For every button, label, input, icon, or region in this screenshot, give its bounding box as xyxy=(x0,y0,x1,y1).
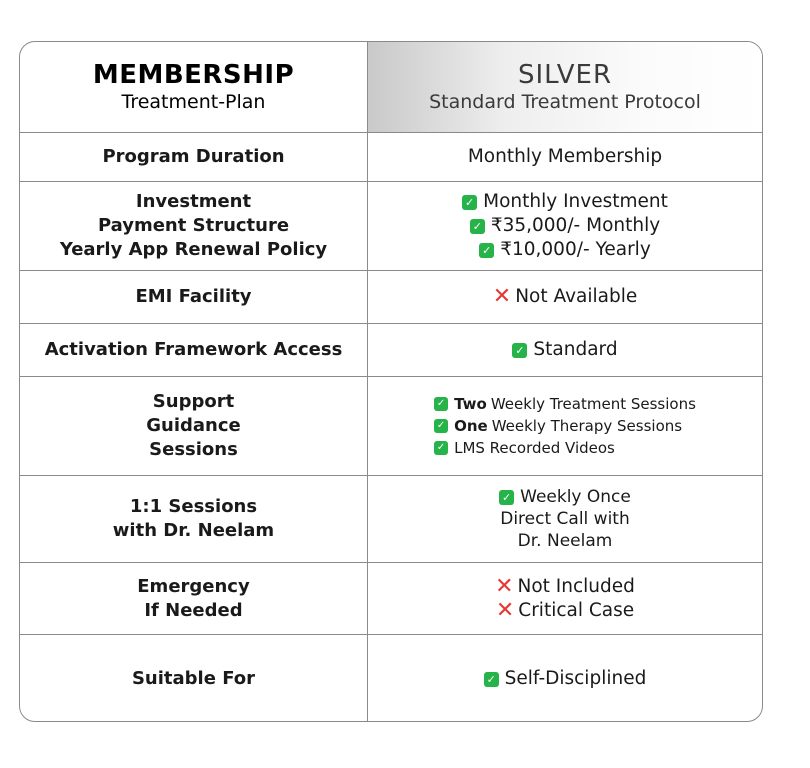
support-label: Support xyxy=(152,391,235,412)
guidance-label: Guidance xyxy=(146,415,241,436)
emergency-value-cell xyxy=(368,563,762,634)
if-needed-label: If Needed xyxy=(144,599,243,621)
sessions-label: Sessions xyxy=(149,439,238,460)
header-row xyxy=(20,42,762,132)
emergency-item xyxy=(496,599,634,623)
session-text: LMS Recorded Videos xyxy=(454,439,615,457)
duration-row xyxy=(20,132,762,181)
one-on-one-value-cell xyxy=(368,476,762,562)
investment-value-cell xyxy=(368,182,762,270)
emi-item xyxy=(493,285,637,309)
session-text: Weekly Therapy Sessions xyxy=(491,417,683,435)
frequency-value: Weekly Once xyxy=(520,487,631,507)
check-icon: ✓ xyxy=(470,219,485,234)
membership-comparison-table xyxy=(19,41,763,722)
suitable-label: Suitable For xyxy=(131,668,256,689)
emi-label: EMI Facility xyxy=(135,286,252,307)
yearly-price: ₹10,000/- Yearly xyxy=(500,239,651,260)
session-text: Weekly Treatment Sessions xyxy=(490,395,696,413)
emi-row xyxy=(20,270,762,323)
suitable-item xyxy=(484,667,647,691)
membership-header-cell xyxy=(20,42,368,132)
activation-value-cell xyxy=(368,324,762,376)
monthly-price: ₹35,000/- Monthly xyxy=(490,215,661,236)
duration-label-text: Program Duration xyxy=(102,146,285,167)
doctor-name: Dr. Neelam xyxy=(517,531,613,551)
investment-item xyxy=(470,214,660,238)
plan-subtitle: Standard Treatment Protocol xyxy=(429,91,701,113)
activation-value: Standard xyxy=(533,339,618,360)
check-icon: ✓ xyxy=(512,343,527,358)
support-item xyxy=(434,393,696,415)
cross-icon: ✕ xyxy=(492,284,512,309)
emi-value-cell xyxy=(368,271,762,323)
check-icon: ✓ xyxy=(479,243,494,258)
critical-case-value: Critical Case xyxy=(518,599,635,621)
suitable-row xyxy=(20,634,762,722)
support-value-cell xyxy=(368,377,762,475)
activation-label: Activation Framework Access xyxy=(44,339,343,360)
duration-value-cell xyxy=(368,133,762,181)
cross-icon: ✕ xyxy=(495,573,514,599)
direct-call-text: Direct Call with xyxy=(500,509,630,529)
check-icon: ✓ xyxy=(434,419,448,433)
membership-title: MEMBERSHIP xyxy=(92,60,295,90)
support-item xyxy=(434,415,682,437)
activation-row xyxy=(20,323,762,376)
support-row xyxy=(20,376,762,475)
investment-item xyxy=(462,190,668,214)
emi-label-cell xyxy=(20,271,368,323)
doctor-label: with Dr. Neelam xyxy=(112,520,275,541)
duration-value: Monthly Membership xyxy=(467,146,663,167)
support-label-cell xyxy=(20,377,368,475)
investment-value: Monthly Investment xyxy=(483,191,668,212)
silver-header-cell xyxy=(368,42,762,132)
check-icon: ✓ xyxy=(434,397,448,411)
investment-label: Investment xyxy=(135,191,252,212)
cross-icon: ✕ xyxy=(495,597,515,623)
one-on-one-label-cell xyxy=(20,476,368,562)
support-item xyxy=(434,437,615,459)
emergency-item xyxy=(495,575,635,599)
investment-item xyxy=(479,238,651,262)
check-icon: ✓ xyxy=(499,490,514,505)
check-icon: ✓ xyxy=(434,441,448,455)
emergency-row xyxy=(20,562,762,634)
activation-label-cell xyxy=(20,324,368,376)
suitable-label-cell xyxy=(20,635,368,722)
emergency-label-cell xyxy=(20,563,368,634)
emi-value: Not Available xyxy=(515,286,638,307)
support-list xyxy=(434,393,696,459)
membership-subtitle: Treatment-Plan xyxy=(121,91,266,113)
payment-structure-label: Payment Structure xyxy=(97,215,290,236)
session-count: One xyxy=(454,417,488,435)
session-count: Two xyxy=(454,395,487,413)
investment-row xyxy=(20,181,762,270)
emergency-label: Emergency xyxy=(137,575,250,597)
emergency-value: Not Included xyxy=(517,575,635,597)
activation-item xyxy=(512,338,617,362)
renewal-policy-label: Yearly App Renewal Policy xyxy=(59,239,328,260)
check-icon: ✓ xyxy=(484,672,499,687)
investment-label-cell xyxy=(20,182,368,270)
suitable-value-cell xyxy=(368,635,762,722)
one-on-one-row xyxy=(20,475,762,562)
plan-title: SILVER xyxy=(517,60,613,90)
suitable-value: Self-Disciplined xyxy=(504,668,647,689)
one-on-one-label: 1:1 Sessions xyxy=(129,496,258,517)
duration-label xyxy=(20,133,368,181)
check-icon: ✓ xyxy=(462,195,477,210)
one-on-one-item xyxy=(499,486,631,508)
